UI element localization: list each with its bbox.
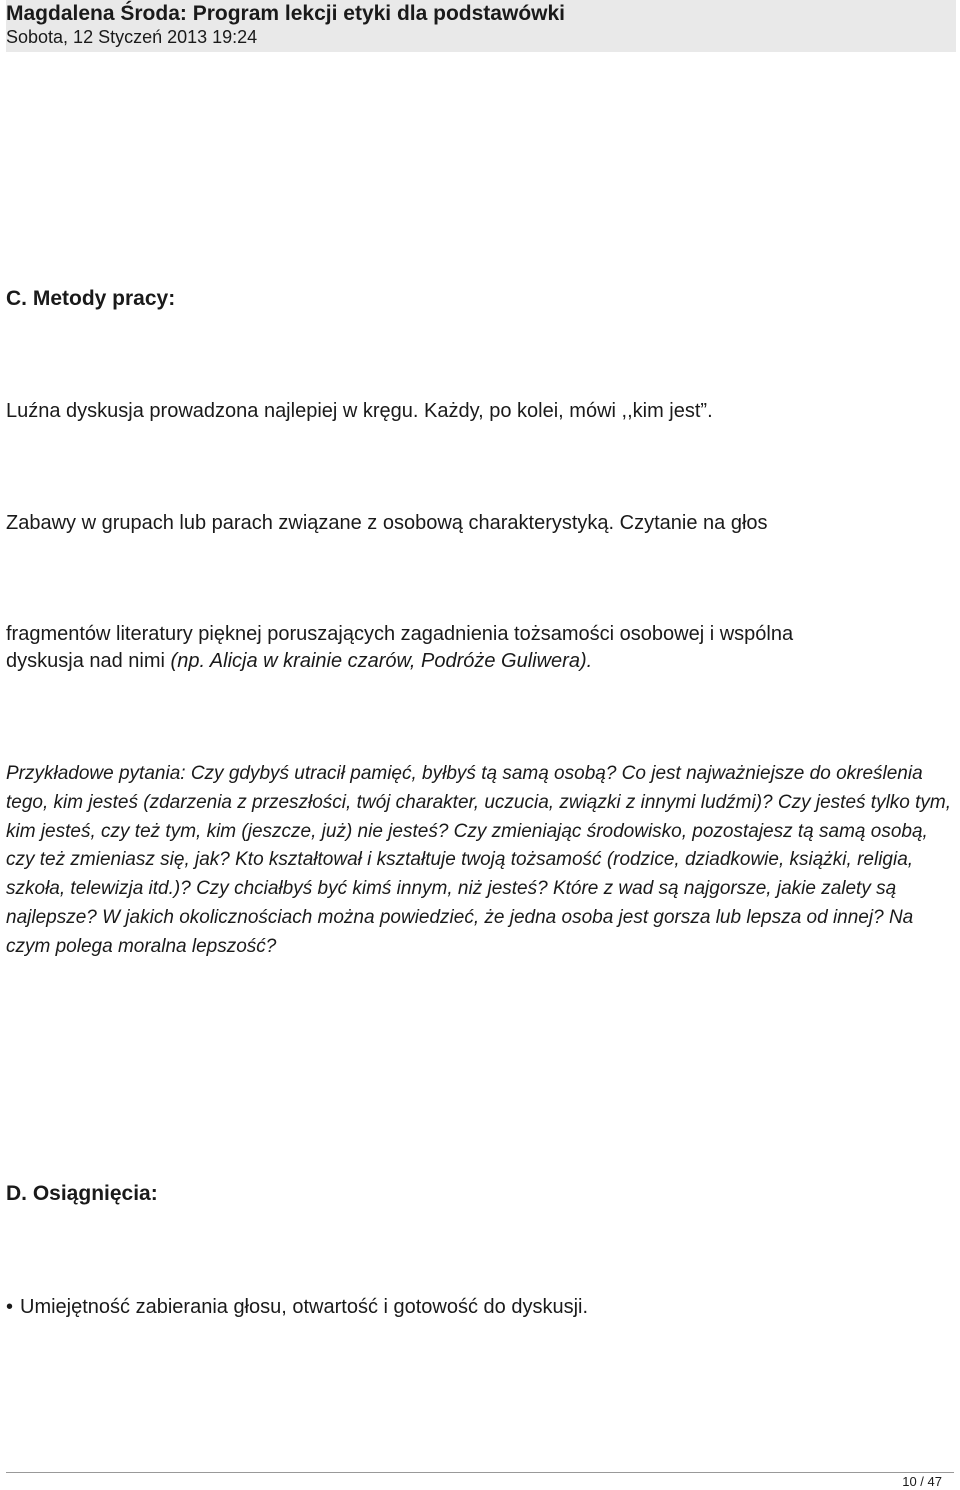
footer-divider xyxy=(6,1472,954,1473)
article-date: Sobota, 12 Styczeń 2013 19:24 xyxy=(6,27,258,47)
paragraph-line-2: Zabawy w grupach lub parach związane z osobową charakterystyką. Czytanie na głos xyxy=(6,512,768,534)
section-c-heading: C. Metody pracy: xyxy=(6,287,176,310)
paragraph-line-1: Luźna dyskusja prowadzona najlepiej w kręgu. Każdy, po kolei, mówi ,,kim jest”. xyxy=(6,400,713,422)
paragraph-line-4 xyxy=(6,648,592,674)
page-number: 10 / 47 xyxy=(902,1474,942,1489)
example-questions: Przykładowe pytania: Czy gdybyś utracił pamięć, byłbyś tą samą osobą? Co jest najważniejsze do określenia tego, kim jesteś (zdarzenia z przeszłości, twój charakter, uczucia, związki z innymi ludźmi)? Czy jesteś tylko tym, kim jesteś, czy też tym, kim (jeszcze, już) nie jesteś? Czy zmieniając środowisko, pozostajesz tą samą osobą, czy też zmieniasz się, jak? Kto kształtował i kształtuje twoją tożsamość (rodzice, dziadkowie, książki, religia, szkoła, telewizja itd.)? Czy chciałbyś być kimś innym, niż jesteś? Które z wad są najgorsze, jakie zalety są najlepsze? W jakich okolicznościach można powiedzieć, że jedna osoba jest gorsza lub lepsza od innej? Na czym polega moralna lepszość? xyxy=(6,763,952,957)
paragraph-line-3: fragmentów literatury pięknej poruszających zagadnienia tożsamości osobowej i wspólna xyxy=(6,623,794,645)
page-header xyxy=(6,0,956,52)
article-title: Magdalena Środa: Program lekcji etyki dla podstawówki xyxy=(6,2,565,25)
list-item xyxy=(6,1294,588,1320)
section-d-heading: D. Osiągnięcia: xyxy=(6,1182,158,1205)
paragraph-line-4-text: dyskusja nad nimi xyxy=(6,650,171,672)
literature-examples: (np. Alicja w krainie czarów, Podróże Guliwera). xyxy=(170,650,593,672)
bullet-icon: • xyxy=(6,1296,14,1318)
list-item-text: Umiejętność zabierania głosu, otwartość i gotowość do dyskusji. xyxy=(20,1296,589,1318)
